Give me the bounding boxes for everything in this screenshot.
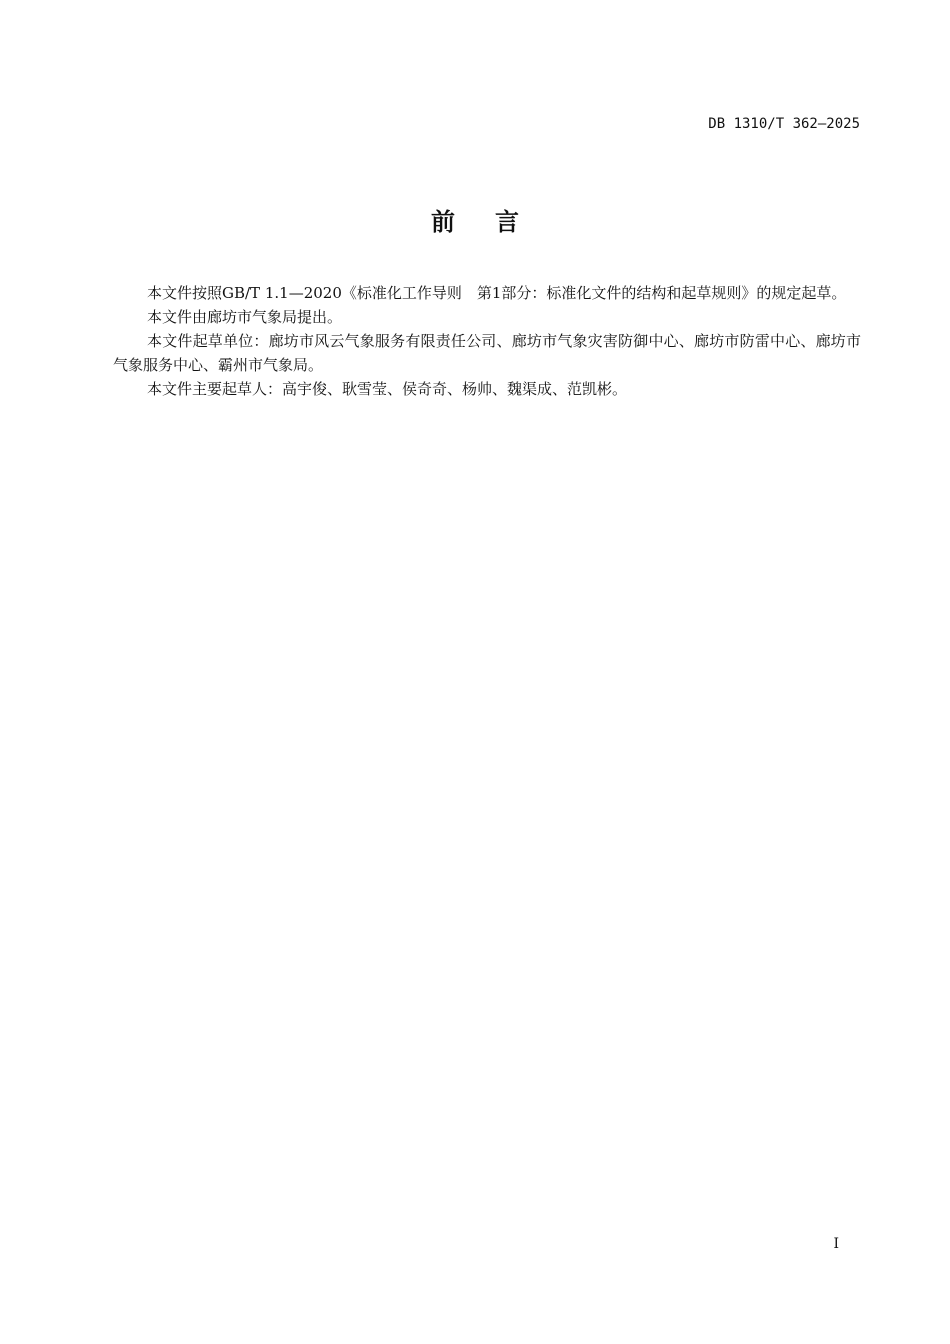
foreword-body <box>113 281 861 401</box>
title-char-2: 言 <box>495 208 519 236</box>
page-title <box>0 202 950 237</box>
paragraph-drafters: 本文件主要起草人：高宇俊、耿雪莹、侯奇奇、杨帅、魏渠成、范凯彬。 <box>147 380 628 398</box>
paragraph-drafting-rules: 本文件按照GB/T 1.1—2020《标准化工作导则 第1部分：标准化文件的结构和起草规则》的规定起草。 <box>147 284 847 302</box>
title-char-1: 前 <box>431 208 455 236</box>
paragraph-proposer: 本文件由廊坊市气象局提出。 <box>147 308 343 326</box>
paragraph-drafting-units: 本文件起草单位：廊坊市风云气象服务有限责任公司、廊坊市气象灾害防御中心、廊坊市防雷中心、廊坊市气象服务中心、霸州市气象局。 <box>113 332 861 374</box>
page-number: I <box>833 1236 839 1252</box>
document-code: DB 1310/T 362—2025 <box>708 116 860 132</box>
